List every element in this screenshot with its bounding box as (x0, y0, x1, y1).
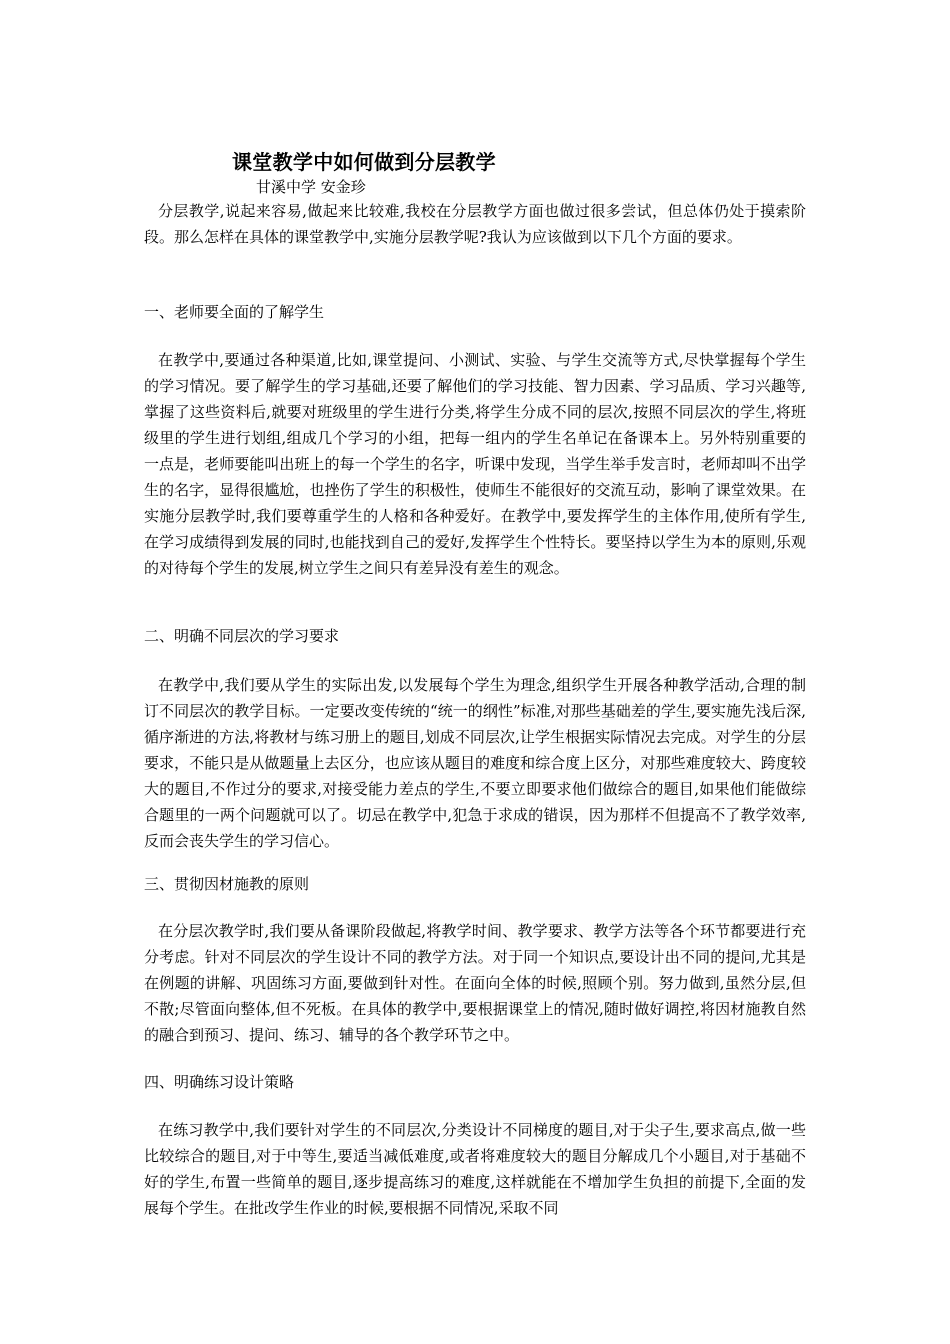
section-paragraph-4: 在练习教学中,我们要针对学生的不同层次,分类设计不同梯度的题目,对于尖子生,要求高点,做一些比较综合的题目,对于中等生,要适当减低难度,或者将难度较大的题目分解成几个小题目,对于基础不好的学生,布置一些简单的题目,逐步提高练习的难度,这样就能在不增加学生负担的前提下,全面的发展每个学生。在批改学生作业的时候,要根据不同情况,采取不同 (144, 1121, 806, 1217)
section-heading-2: 二、明确不同层次的学习要求 (144, 627, 340, 645)
document-title: 课堂教学中如何做到分层教学 (232, 150, 496, 174)
section-heading-3: 三、贯彻因材施教的原则 (144, 875, 310, 893)
section-heading-4: 四、明确练习设计策略 (144, 1073, 295, 1091)
document-author: 甘溪中学 安金珍 (256, 178, 366, 196)
section-heading-1: 一、老师要全面的了解学生 (144, 303, 325, 321)
section-paragraph-3: 在分层次教学时,我们要从备课阶段做起,将教学时间、教学要求、教学方法等各个环节都要进行充分考虑。针对不同层次的学生设计不同的教学方法。对于同一个知识点,要设计出不同的提问,尤其是在例题的讲解、巩固练习方面,要做到针对性。在面向全体的时候,照顾个别。努力做到,虽然分层,但不散;尽管面向整体,但不死板。在具体的教学中,要根据课堂上的情况,随时做好调控,将因材施教自然的融合到预习、提问、练习、辅导的各个教学环节之中。 (144, 922, 806, 1044)
section-paragraph-2: 在教学中,我们要从学生的实际出发,以发展每个学生为理念,组织学生开展各种教学活动,合理的制订不同层次的教学目标。一定要改变传统的“统一的纲性”标准,对那些基础差的学生,要实施先浅后深,循序渐进的方法,将教材与练习册上的题目,划成不同层次,让学生根据实际情况去完成。对学生的分层要求，不能只是从做题量上去区分，也应该从题目的难度和综合度上区分，对那些难度较大、跨度较大的题目,不作过分的要求,对接受能力差点的学生,不要立即要求他们做综合的题目,如果他们能做综合题里的一两个问题就可以了。切忌在教学中,犯急于求成的错误，因为那样不但提高不了教学效率,反而会丧失学生的学习信心。 (144, 676, 806, 850)
intro-paragraph: 分层教学,说起来容易,做起来比较难,我校在分层教学方面也做过很多尝试，但总体仍处于摸索阶段。那么怎样在具体的课堂教学中,实施分层教学呢?我认为应该做到以下几个方面的要求。 (144, 202, 806, 246)
section-paragraph-1: 在教学中,要通过各种渠道,比如,课堂提问、小测试、实验、与学生交流等方式,尽快掌握每个学生的学习情况。要了解学生的学习基础,还要了解他们的学习技能、智力因素、学习品质、学习兴趣等,掌握了这些资料后,就要对班级里的学生进行分类,将学生分成不同的层次,按照不同层次的学生,将班级里的学生进行划组,组成几个学习的小组，把每一组内的学生名单记在备课本上。另外特别重要的一点是，老师要能叫出班上的每一个学生的名字，听课中发现，当学生举手发言时，老师却叫不出学生的名字，显得很尴尬，也挫伤了学生的积极性，使师生不能很好的交流互动，影响了课堂效果。在实施分层教学时,我们要尊重学生的人格和各种爱好。在教学中,要发挥学生的主体作用,使所有学生,在学习成绩得到发展的同时,也能找到自己的爱好,发挥学生个性特长。要坚持以学生为本的原则,乐观的对待每个学生的发展,树立学生之间只有差异没有差生的观念。 (144, 351, 806, 577)
